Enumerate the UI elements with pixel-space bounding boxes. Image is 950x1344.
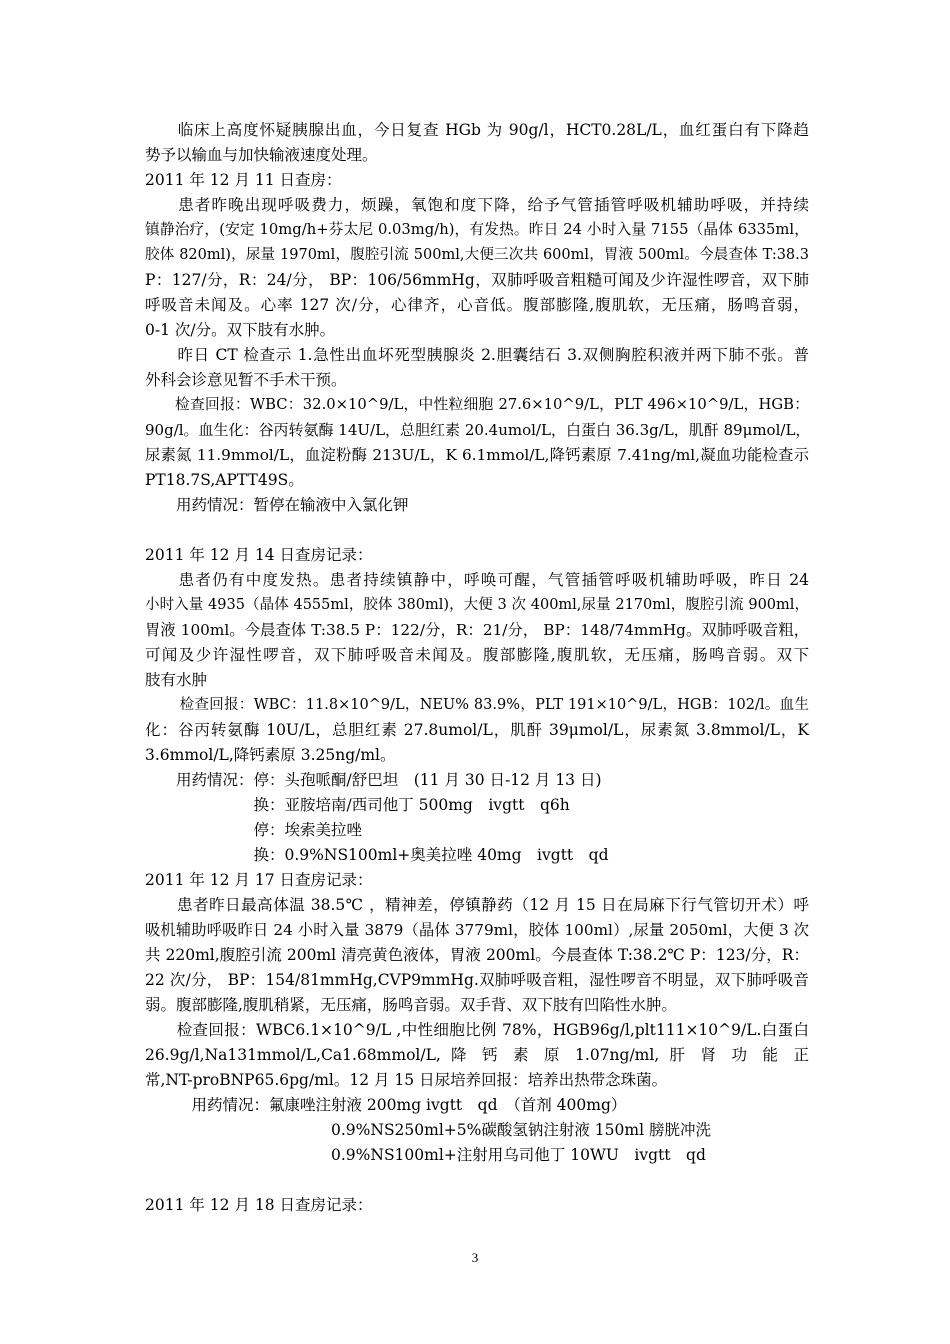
text-line: 胶体 820ml)，尿量 1970ml，腹腔引流 500ml,大便三次共 600ml，胃液 500ml。今晨查体 T:38.3 bbox=[145, 247, 809, 263]
text-line: PT18.7S,APTT49S。 bbox=[145, 471, 304, 489]
text-line: 昨日 CT 检查示 1.急性出血坏死型胰腺炎 2.胆囊结石 3.双侧胸腔积液并两下肺不张。普 bbox=[145, 346, 809, 364]
text-line: 换：亚胺培南/西司他丁 500mg ivgtt q6h bbox=[145, 796, 570, 814]
text-line: 3.6mmol/L,降钙素原 3.25ng/ml。 bbox=[145, 746, 396, 764]
text-line: 常,NT-proBNP65.6pg/ml。12 月 15 日尿培养回报：培养出热带念珠菌。 bbox=[145, 1071, 668, 1089]
text-line: 临床上高度怀疑胰腺出血，今日复查 HGb 为 90g/l，HCT0.28L/L，血红蛋白有下降趋 bbox=[145, 121, 809, 139]
section-heading: 2011 年 12 月 18 日查房记录： bbox=[145, 1196, 373, 1214]
text-line: 90g/l。血生化：谷丙转氨酶 14U/L，总胆红素 20.4umol/L，白蛋白 36.3g/L，肌酐 89μmol/L， bbox=[145, 421, 811, 439]
text-line: 患者仍有中度发热。患者持续镇静中，呼唤可醒，气管插管呼吸机辅助呼吸，昨日 24 bbox=[145, 571, 809, 589]
text-line: 可闻及少许湿性啰音，双下肺呼吸音未闻及。腹部膨隆,腹肌软，无压痛，肠鸣音弱。双下 bbox=[145, 646, 809, 664]
text-line: 势予以输血与加快输液速度处理。 bbox=[145, 146, 378, 164]
text-line: 22 次/分， BP：154/81mmHg,CVP9mmHg.双肺呼吸音粗，湿性啰音不明显，双下肺呼吸音 bbox=[145, 971, 809, 989]
page-number: 3 bbox=[471, 1250, 479, 1265]
text-line: 吸机辅助呼吸昨日 24 小时入量 3879（晶体 3779ml，胶体 100ml）,尿量 2050ml，大便 3 次 bbox=[145, 921, 809, 939]
text-line: 0-1 次/分。双下肢有水肿。 bbox=[145, 321, 336, 339]
text-line: 用药情况：停：头孢哌酮/舒巴坦 (11 月 30 日-12 月 13 日) bbox=[145, 771, 602, 789]
text-line: 0.9%NS250ml+5%碳酸氢钠注射液 150ml 膀胱冲洗 bbox=[145, 1121, 711, 1139]
text-line: 用药情况：氟康唑注射液 200mg ivgtt qd （首剂 400mg） bbox=[145, 1096, 627, 1114]
text-line: 胃液 100ml。今晨查体 T:38.5 P：122/分，R：21/分， BP：148/74mmHg。双肺呼吸音粗， bbox=[145, 621, 809, 639]
text-line: 患者昨晚出现呼吸费力，烦躁，氧饱和度下降，给予气管插管呼吸机辅助呼吸，并持续 bbox=[145, 196, 809, 214]
text-line: 镇静治疗，(安定 10mg/h+芬太尼 0.03mg/h)，有发热。昨日 24 小时入量 7155（晶体 6335ml， bbox=[145, 221, 809, 238]
text-line: 检查回报：WBC：11.8×10^9/L，NEU% 83.9%，PLT 191×10^9/L，HGB：102/l。血生 bbox=[145, 697, 809, 713]
text-line: 检查回报：WBC6.1×10^9/L ,中性细胞比例 78%，HGB96g/l,plt111×10^9/L.白蛋白 bbox=[145, 1021, 809, 1039]
text-line: 换：0.9%NS100ml+奥美拉唑 40mg ivgtt qd bbox=[145, 846, 609, 864]
text-line: 共 220ml,腹腔引流 200ml 清亮黄色液体，胃液 200ml。今晨查体 T:38.2℃ P：123/分，R： bbox=[145, 946, 809, 964]
text-line: 患者昨日最高体温 38.5℃ ，精神差，停镇静药（12 月 15 日在局麻下行气管切开术）呼 bbox=[145, 896, 809, 914]
section-heading: 2011 年 12 月 17 日查房记录： bbox=[145, 871, 373, 889]
text-line: 26.9g/l,Na131mmol/L,Ca1.68mmol/L, 降 钙 素 原 1.07ng/ml, 肝 肾 功 能 正 bbox=[145, 1046, 809, 1064]
text-line: 用药情况：暂停在输液中入氯化钾 bbox=[145, 496, 409, 514]
text-line: 0.9%NS100ml+注射用乌司他丁 10WU ivgtt qd bbox=[145, 1146, 706, 1164]
text-line: 检查回报：WBC：32.0×10^9/L，中性粒细胞 27.6×10^9/L，PLT 496×10^9/L，HGB： bbox=[145, 396, 809, 413]
text-line: P：127/分，R：24/分， BP：106/56mmHg，双肺呼吸音粗糙可闻及少许湿性啰音，双下肺 bbox=[145, 271, 809, 289]
section-heading: 2011 年 12 月 11 日查房： bbox=[145, 171, 342, 189]
text-line: 尿素氮 11.9mmol/L，血淀粉酶 213U/L，K 6.1mmol/L,降钙素原 7.41ng/ml,凝血功能检查示 bbox=[145, 446, 809, 464]
text-line: 肢有水肿 bbox=[145, 671, 208, 689]
text-line: 化：谷丙转氨酶 10U/L，总胆红素 27.8umol/L，肌酐 39μmol/L，尿素氮 3.8mmol/L，K bbox=[145, 721, 809, 739]
text-line: 弱。腹部膨隆,腹肌稍紧，无压痛，肠鸣音弱。双手背、双下肢有凹陷性水肿。 bbox=[145, 996, 677, 1014]
section-heading: 2011 年 12 月 14 日查房记录： bbox=[145, 546, 373, 564]
text-line: 小时入量 4935（晶体 4555ml，胶体 380ml)，大便 3 次 400ml,尿量 2170ml，腹腔引流 900ml， bbox=[145, 597, 809, 613]
text-line: 外科会诊意见暂不手术干预。 bbox=[145, 371, 347, 389]
text-line: 停：埃索美拉唑 bbox=[145, 821, 363, 839]
text-line: 呼吸音未闻及。心率 127 次/分，心律齐，心音低。腹部膨隆,腹肌软，无压痛，肠鸣音弱， bbox=[145, 296, 809, 314]
